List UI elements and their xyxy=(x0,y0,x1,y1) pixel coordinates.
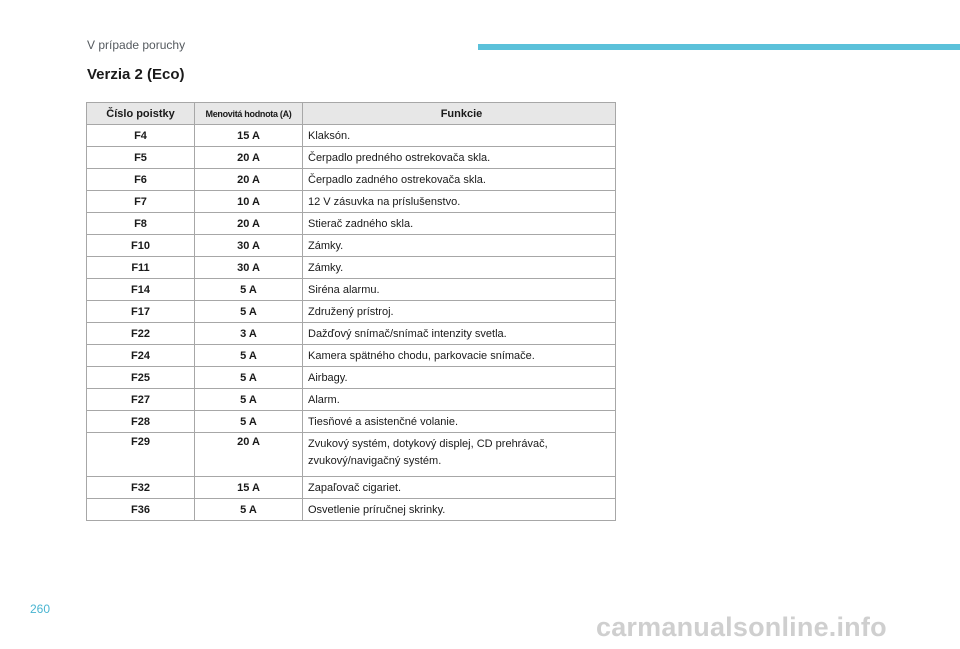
rating-cell: 5 A xyxy=(195,367,303,389)
page-number: 260 xyxy=(30,602,51,616)
function-cell: Čerpadlo zadného ostrekovača skla. xyxy=(303,169,616,191)
fuse-number-cell: F8 xyxy=(87,213,195,235)
rating-cell: 15 A xyxy=(195,125,303,147)
rating-cell: 10 A xyxy=(195,191,303,213)
table-row xyxy=(87,169,616,191)
header-accent-bar xyxy=(478,44,960,50)
rating-cell: 20 A xyxy=(195,433,303,477)
table-row xyxy=(87,191,616,213)
table-row xyxy=(87,257,616,279)
rating-cell: 5 A xyxy=(195,279,303,301)
function-cell: Tiesňové a asistenčné volanie. xyxy=(303,411,616,433)
fuse-number-cell: F4 xyxy=(87,125,195,147)
rating-cell: 5 A xyxy=(195,301,303,323)
column-header-fuse-number: Číslo poistky xyxy=(87,103,195,125)
table-row xyxy=(87,389,616,411)
rating-cell: 5 A xyxy=(195,345,303,367)
table-row xyxy=(87,213,616,235)
function-cell: Kamera spätného chodu, parkovacie snímače. xyxy=(303,345,616,367)
table-row xyxy=(87,345,616,367)
rating-cell: 20 A xyxy=(195,147,303,169)
fuse-number-cell: F17 xyxy=(87,301,195,323)
rating-cell: 3 A xyxy=(195,323,303,345)
function-cell: Združený prístroj. xyxy=(303,301,616,323)
function-cell: Čerpadlo predného ostrekovača skla. xyxy=(303,147,616,169)
table-row xyxy=(87,147,616,169)
table-row xyxy=(87,301,616,323)
fuse-number-cell: F27 xyxy=(87,389,195,411)
rating-cell: 30 A xyxy=(195,235,303,257)
page-heading: Verzia 2 (Eco) xyxy=(87,66,185,83)
fuse-number-cell: F29 xyxy=(87,433,195,477)
watermark: carmanualsonline.info xyxy=(596,612,887,642)
function-cell: Zapaľovač cigariet. xyxy=(303,477,616,499)
rating-cell: 5 A xyxy=(195,389,303,411)
fuse-number-cell: F7 xyxy=(87,191,195,213)
table-row xyxy=(87,323,616,345)
column-header-rating: Menovitá hodnota (A) xyxy=(195,103,303,125)
rating-cell: 20 A xyxy=(195,213,303,235)
function-cell: Stierač zadného skla. xyxy=(303,213,616,235)
fuse-number-cell: F14 xyxy=(87,279,195,301)
function-cell: Airbagy. xyxy=(303,367,616,389)
fuse-number-cell: F6 xyxy=(87,169,195,191)
table-header-row xyxy=(87,103,616,125)
function-cell: Zámky. xyxy=(303,235,616,257)
table-row xyxy=(87,433,616,477)
rating-cell: 15 A xyxy=(195,477,303,499)
fuse-number-cell: F5 xyxy=(87,147,195,169)
rating-cell: 20 A xyxy=(195,169,303,191)
fuse-number-cell: F24 xyxy=(87,345,195,367)
section-title: V prípade poruchy xyxy=(87,38,186,52)
table-body xyxy=(87,125,616,521)
table-row xyxy=(87,279,616,301)
fuse-number-cell: F28 xyxy=(87,411,195,433)
fuse-number-cell: F36 xyxy=(87,499,195,521)
function-cell: Dažďový snímač/snímač intenzity svetla. xyxy=(303,323,616,345)
table-row xyxy=(87,235,616,257)
fuse-number-cell: F22 xyxy=(87,323,195,345)
column-header-function: Funkcie xyxy=(303,103,616,125)
function-cell: Zámky. xyxy=(303,257,616,279)
table-row xyxy=(87,125,616,147)
fuse-table xyxy=(86,102,616,521)
table-row xyxy=(87,477,616,499)
function-cell: Klaksón. xyxy=(303,125,616,147)
rating-cell: 30 A xyxy=(195,257,303,279)
rating-cell: 5 A xyxy=(195,499,303,521)
fuse-number-cell: F11 xyxy=(87,257,195,279)
fuse-number-cell: F10 xyxy=(87,235,195,257)
table-row xyxy=(87,411,616,433)
table-row xyxy=(87,367,616,389)
table-row xyxy=(87,499,616,521)
function-cell: Alarm. xyxy=(303,389,616,411)
function-cell: Siréna alarmu. xyxy=(303,279,616,301)
function-cell: Zvukový systém, dotykový displej, CD prehrávač, zvukový/navigačný systém. xyxy=(303,433,616,477)
fuse-number-cell: F25 xyxy=(87,367,195,389)
fuse-number-cell: F32 xyxy=(87,477,195,499)
rating-cell: 5 A xyxy=(195,411,303,433)
function-cell: Osvetlenie príručnej skrinky. xyxy=(303,499,616,521)
function-cell: 12 V zásuvka na príslušenstvo. xyxy=(303,191,616,213)
